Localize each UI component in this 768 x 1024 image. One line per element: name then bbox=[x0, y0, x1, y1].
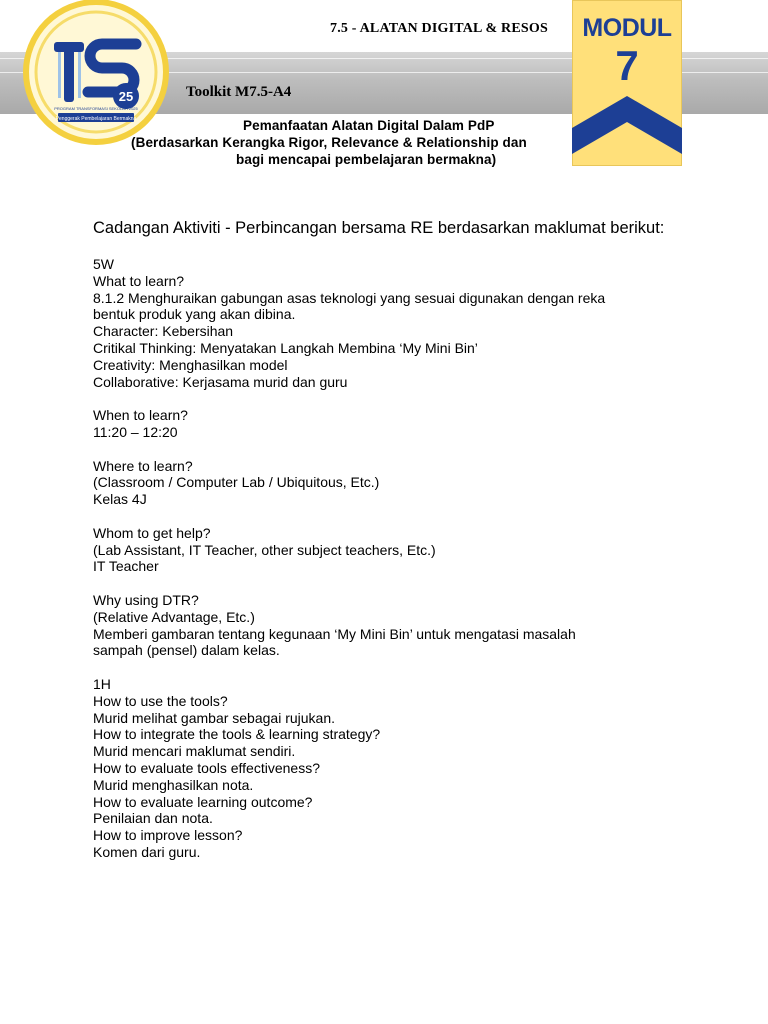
text-line: Murid mencari maklumat sendiri. bbox=[93, 743, 296, 760]
logo-caption: Penggerak Pembelajaran Bermakna bbox=[55, 116, 137, 122]
toolkit-label: Toolkit M7.5-A4 bbox=[186, 84, 292, 100]
blank-line bbox=[93, 441, 673, 458]
blank-line bbox=[93, 659, 673, 676]
text-line: (Lab Assistant, IT Teacher, other subject teachers, Etc.) bbox=[93, 541, 436, 558]
text-line: Collaborative: Kerjasama murid dan guru bbox=[93, 373, 348, 390]
text-line: sampah (pensel) dalam kelas. bbox=[93, 642, 280, 659]
text-line: IT Teacher bbox=[93, 558, 159, 575]
text-line: 8.1.2 Menghuraikan gabungan asas teknologi yang sesuai digunakan dengan reka bbox=[93, 289, 606, 306]
text-line: How to evaluate tools effectiveness? bbox=[93, 759, 320, 776]
text-line: What to learn? bbox=[93, 272, 185, 289]
text-line: Kelas 4J bbox=[93, 491, 147, 508]
logo-number: 25 bbox=[118, 89, 134, 104]
text-line: How to use the tools? bbox=[93, 692, 228, 709]
text-line: Penilaian dan nota. bbox=[93, 810, 213, 827]
text-line: Where to learn? bbox=[93, 457, 193, 474]
text-line: Character: Kebersihan bbox=[93, 323, 234, 340]
text-line: How to evaluate learning outcome? bbox=[93, 793, 313, 810]
blank-line bbox=[93, 575, 673, 592]
text-line: (Classroom / Computer Lab / Ubiquitous, Etc.) bbox=[93, 474, 380, 491]
document-section-title: 7.5 - ALATAN DIGITAL & RESOS bbox=[330, 21, 548, 36]
text-line: How to integrate the tools & learning strategy? bbox=[93, 726, 381, 743]
subtitle-line-3: bagi mencapai pembelajaran bermakna) bbox=[236, 152, 497, 167]
document-subtitle bbox=[0, 116, 768, 172]
text-line: Whom to get help? bbox=[93, 524, 211, 541]
text-line: How to improve lesson? bbox=[93, 827, 243, 844]
module-word: MODUL bbox=[582, 14, 672, 42]
text-line: Murid melihat gambar sebagai rujukan. bbox=[93, 709, 336, 726]
text-line: Why using DTR? bbox=[93, 591, 199, 608]
document-body bbox=[93, 218, 673, 861]
text-line: 1H bbox=[93, 675, 111, 692]
text-line: Critikal Thinking: Menyatakan Langkah Membina ‘My Mini Bin’ bbox=[93, 339, 478, 356]
subtitle-line-1: Pemanfaatan Alatan Digital Dalam PdP bbox=[243, 118, 495, 133]
logo-top-text: PROGRAM TRANSFORMASI SEKOLAH 2025 bbox=[54, 106, 138, 111]
blank-line bbox=[93, 508, 673, 525]
text-line: 5W bbox=[93, 256, 114, 272]
text-line: Komen dari guru. bbox=[93, 843, 201, 860]
blank-line bbox=[93, 390, 673, 407]
text-line: Memberi gambaran tentang kegunaan ‘My Mini Bin’ untuk mengatasi masalah bbox=[93, 625, 576, 642]
module-number: 7 bbox=[615, 42, 639, 89]
text-line: (Relative Advantage, Etc.) bbox=[93, 608, 255, 625]
text-line: 11:20 – 12:20 bbox=[93, 423, 178, 440]
subtitle-line-2: (Berdasarkan Kerangka Rigor, Relevance & Relationship dan bbox=[131, 135, 527, 150]
activity-heading: Cadangan Aktiviti - Perbincangan bersama RE berdasarkan maklumat berikut: bbox=[93, 219, 665, 237]
text-line: When to learn? bbox=[93, 407, 188, 424]
text-line: Creativity: Menghasilkan model bbox=[93, 356, 288, 373]
text-line: bentuk produk yang akan dibina. bbox=[93, 306, 296, 323]
text-line: Murid menghasilkan nota. bbox=[93, 776, 254, 793]
activity-lines bbox=[93, 256, 673, 861]
